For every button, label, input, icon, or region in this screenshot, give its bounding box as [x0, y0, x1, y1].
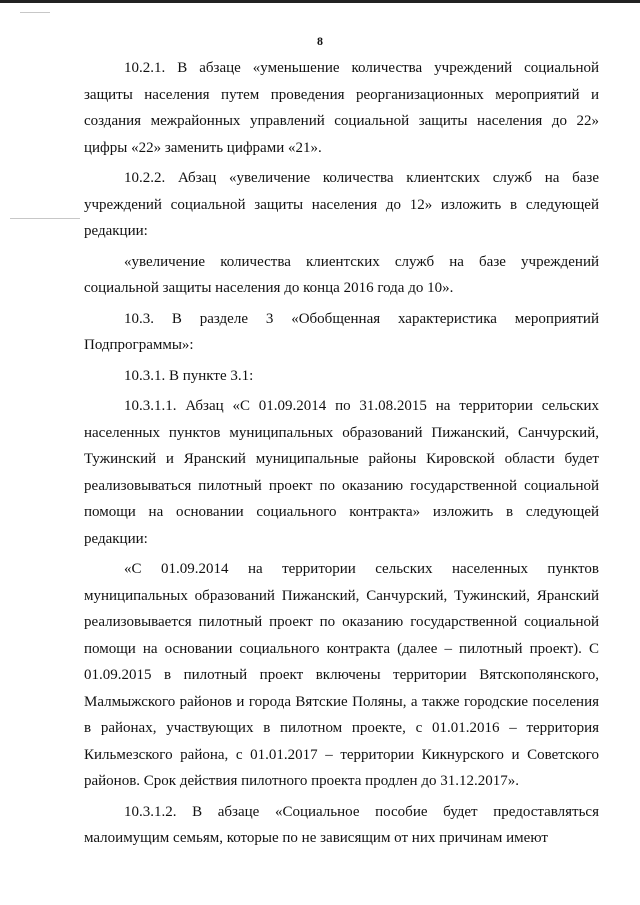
paragraph: 10.2.1. В абзаце «уменьшение количества учреждений социальной защиты населения путем проведения реорганизационных мероприятий и создания межрайонных управлений социальной защиты населения до 22» цифры «22» заменить цифрами «21». [84, 60, 599, 156]
scan-top-edge [0, 0, 640, 3]
scan-noise [10, 218, 80, 219]
document-body [84, 55, 599, 856]
paragraph: 10.3.1.1. Абзац «С 01.09.2014 по 31.08.2015 на территории сельских населенных пунктов муниципальных образований Пижанский, Санчурский, Тужинский и Яранский муниципальные районы Кировской области будет реализовываться пилотный проект по оказанию государственной социальной помощи на основании социального контракта» изложить в следующей редакции: [84, 398, 599, 547]
paragraph: 10.3. В разделе 3 «Обобщенная характеристика мероприятий Подпрограммы»: [84, 310, 599, 353]
paragraph: 10.3.1. В пункте 3.1: [124, 367, 254, 384]
paragraph: «увеличение количества клиентских служб на базе учреждений социальной защиты населения до конца 2016 года до 10». [84, 253, 599, 296]
page-number: 8 [317, 34, 323, 48]
paragraph: «С 01.09.2014 на территории сельских населенных пунктов муниципальных образований Пижанский, Санчурский, Тужинский, Яранский реализовывается пилотный проект по оказанию государственной социальной помощи на основании социального контракта (далее – пилотный проект). С 01.09.2015 в пилотный проект включены территории Вятскополянского, Малмыжского районов и города Вятские Поляны, а также городские поселения в районах, участвующих в пилотном проекте, с 01.01.2016 – территория Кильмезского района, с 01.01.2017 – территории Кикнурского и Советского районов. Срок действия пилотного проекта продлен до 31.12.2017». [84, 561, 599, 789]
paragraph: 10.2.2. Абзац «увеличение количества клиентских служб на базе учреждений социальной защиты населения до 12» изложить в следующей редакции: [84, 170, 599, 239]
scan-noise [20, 12, 50, 13]
paragraph: 10.3.1.2. В абзаце «Социальное пособие будет предоставляться малоимущим семьям, которые по не зависящим от них причинам имеют [84, 803, 599, 846]
